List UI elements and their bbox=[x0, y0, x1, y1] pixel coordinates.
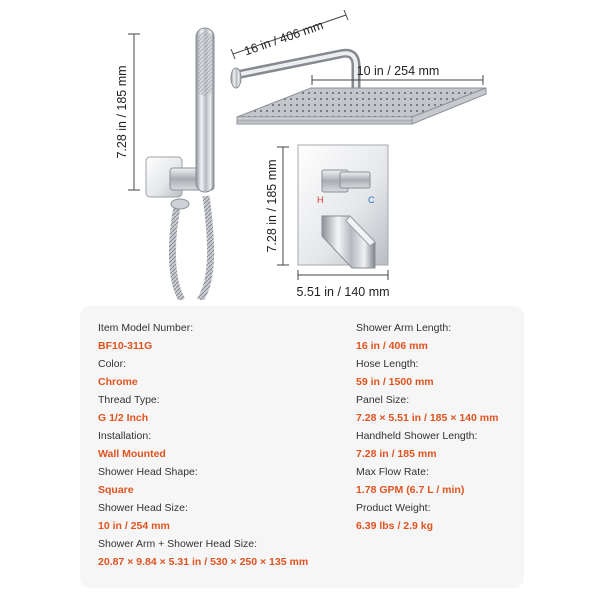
head-size-value: 10 in / 254 mm bbox=[98, 520, 170, 532]
hose-length-label: Hose Length: bbox=[356, 358, 419, 370]
panel-size-label: Panel Size: bbox=[356, 394, 410, 406]
panel-width-dimension bbox=[296, 270, 389, 299]
weight-label: Product Weight: bbox=[356, 502, 431, 514]
color-value: Chrome bbox=[98, 376, 138, 388]
head-shape-value: Square bbox=[98, 484, 134, 496]
hot-mark: H bbox=[317, 195, 324, 205]
arm-length-label: 16 in / 406 mm bbox=[242, 18, 326, 59]
handheld-height-dimension bbox=[115, 34, 140, 190]
installation-value: Wall Mounted bbox=[98, 448, 166, 460]
head-shape-label: Shower Head Shape: bbox=[98, 466, 198, 478]
thread-type-label: Thread Type: bbox=[98, 394, 160, 406]
handheld-height-label: 7.28 in / 185 mm bbox=[115, 65, 129, 159]
flow-rate-label: Max Flow Rate: bbox=[356, 466, 429, 478]
hose bbox=[172, 196, 210, 300]
flow-rate-value: 1.78 GPM (6.7 L / min) bbox=[356, 484, 465, 496]
square-shower-head bbox=[237, 88, 486, 124]
model-number-value: BF10-311G bbox=[98, 340, 153, 352]
panel-size-value: 7.28 × 5.51 in / 185 × 140 mm bbox=[356, 412, 499, 424]
panel-height-label: 7.28 in / 185 mm bbox=[265, 159, 279, 253]
arm-head-size-label: Shower Arm + Shower Head Size: bbox=[98, 538, 258, 550]
installation-label: Installation: bbox=[98, 430, 152, 442]
head-width-dimension bbox=[312, 64, 483, 85]
arm-length-spec-label: Shower Arm Length: bbox=[356, 322, 452, 334]
hose-length-value: 59 in / 1500 mm bbox=[356, 376, 434, 388]
handheld-shower bbox=[196, 28, 214, 192]
specifications-panel bbox=[80, 306, 524, 588]
handheld-length-label: Handheld Shower Length: bbox=[356, 430, 478, 442]
head-width-label: 10 in / 254 mm bbox=[356, 64, 440, 78]
shower-arm bbox=[231, 53, 356, 88]
cold-mark: C bbox=[368, 195, 375, 205]
arm-head-size-value: 20.87 × 9.84 × 5.31 in / 530 × 250 × 135 mm bbox=[98, 556, 309, 568]
color-label: Color: bbox=[98, 358, 127, 370]
head-size-label: Shower Head Size: bbox=[98, 502, 188, 514]
thread-type-value: G 1/2 Inch bbox=[98, 412, 149, 424]
panel-width-label: 5.51 in / 140 mm bbox=[296, 285, 390, 299]
handheld-length-value: 7.28 in / 185 mm bbox=[356, 448, 437, 460]
model-number-label: Item Model Number: bbox=[98, 322, 194, 334]
valve-panel bbox=[298, 145, 388, 268]
arm-length-spec-value: 16 in / 406 mm bbox=[356, 340, 428, 352]
panel-height-dimension bbox=[265, 147, 289, 265]
weight-value: 6.39 lbs / 2.9 kg bbox=[356, 520, 434, 532]
